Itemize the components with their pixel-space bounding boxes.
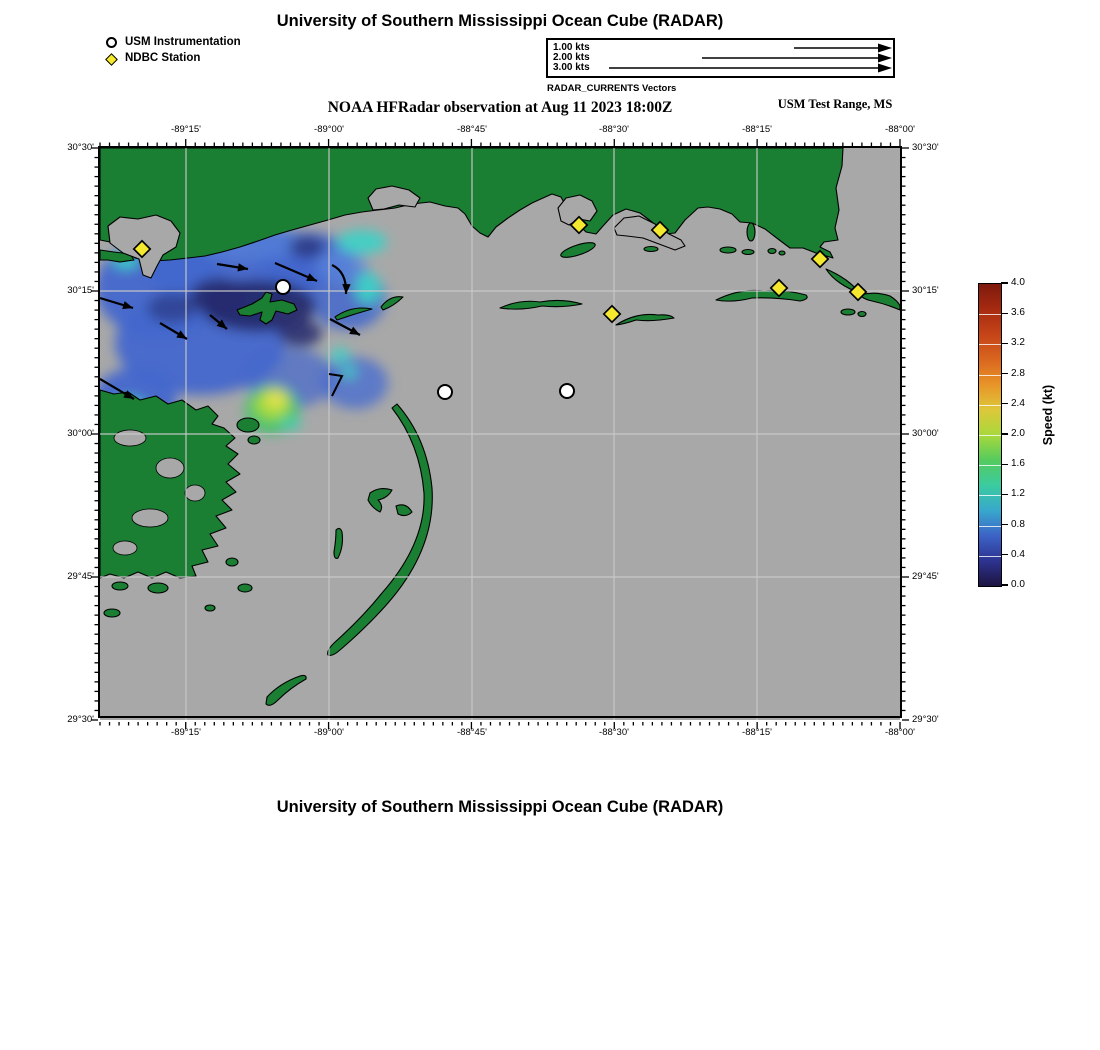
lat-label-right: 29°30' xyxy=(912,714,939,725)
speed-blob xyxy=(280,417,302,431)
colorbar-separator xyxy=(979,526,1001,527)
usm-instrumentation-marker xyxy=(560,384,574,398)
vector-scale-legend xyxy=(546,38,895,78)
footer-title: University of Southern Mississippi Ocean Cube (RADAR) xyxy=(276,798,724,816)
page-title: University of Southern Mississippi Ocean Cube (RADAR) xyxy=(276,12,724,30)
lon-label-bottom: -88°00' xyxy=(885,727,915,738)
legend-usm-label: USM Instrumentation xyxy=(125,36,241,48)
colorbar-separator xyxy=(979,465,1001,466)
speed-blob xyxy=(330,347,350,363)
lon-label-top: -89°00' xyxy=(314,124,344,135)
colorbar-tick-label: 0.0 xyxy=(1011,579,1025,590)
speed-blob xyxy=(341,365,357,379)
lon-label-bottom: -89°15' xyxy=(171,727,201,738)
marsh-islet xyxy=(238,584,252,592)
marsh-islet xyxy=(148,583,168,593)
colorbar-tick xyxy=(1001,433,1008,434)
vector-scale-3kt: 3.00 kts xyxy=(553,62,590,73)
marsh-islet xyxy=(226,558,238,566)
lon-label-bottom: -88°30' xyxy=(599,727,629,738)
colorbar-tick xyxy=(1001,373,1008,374)
islet xyxy=(768,249,776,254)
islet xyxy=(858,312,866,317)
marsh-islet xyxy=(112,582,128,590)
colorbar-tick xyxy=(1001,524,1008,525)
lon-label-bottom: -89°00' xyxy=(314,727,344,738)
lon-label-top: -88°15' xyxy=(742,124,772,135)
colorbar-tick-label: 0.8 xyxy=(1011,518,1025,530)
colorbar-tick xyxy=(1001,343,1008,344)
test-range-label: USM Test Range, MS xyxy=(777,97,893,111)
colorbar-separator xyxy=(979,314,1001,315)
lat-label-left: 29°30' xyxy=(67,714,94,725)
ndbc-station-icon xyxy=(105,53,118,66)
colorbar-separator xyxy=(979,435,1001,436)
islet xyxy=(779,251,785,255)
colorbar-tick-label: 0.4 xyxy=(1011,548,1025,560)
colorbar-tick-label: 3.6 xyxy=(1011,307,1025,319)
vector-scale-1kt: 1.00 kts xyxy=(553,42,590,53)
lon-label-top: -88°30' xyxy=(599,124,629,135)
lat-label-right: 30°00' xyxy=(912,428,939,439)
colorbar-tick xyxy=(1001,554,1008,555)
colorbar xyxy=(978,283,1002,587)
marsh-islet xyxy=(104,609,120,617)
colorbar-separator xyxy=(979,344,1001,345)
colorbar-tick-label: 1.6 xyxy=(1011,458,1025,470)
colorbar-tick xyxy=(1001,282,1008,283)
colorbar-tick xyxy=(1001,313,1008,314)
lat-label-left: 30°15' xyxy=(67,285,94,296)
marsh-islet xyxy=(237,418,259,432)
map-plot-area xyxy=(100,148,900,720)
speed-blob xyxy=(190,278,246,314)
islet xyxy=(742,250,754,255)
lon-label-bottom: -88°45' xyxy=(457,727,487,738)
speed-blob xyxy=(355,272,381,304)
colorbar-tick-label: 1.2 xyxy=(1011,488,1025,500)
usm-instrumentation-marker xyxy=(438,385,452,399)
round-island xyxy=(747,223,755,241)
lat-label-right: 30°15' xyxy=(912,285,939,296)
map-canvas xyxy=(100,148,900,720)
marsh-islet xyxy=(248,436,260,444)
lon-label-top: -88°00' xyxy=(885,124,915,135)
usm-instrumentation-marker xyxy=(276,280,290,294)
vector-legend-caption: RADAR_CURRENTS Vectors xyxy=(547,83,677,94)
colorbar-title: Speed (kt) xyxy=(1041,384,1055,446)
colorbar-separator xyxy=(979,405,1001,406)
lat-label-left: 29°45' xyxy=(67,571,94,582)
vector-scale-2kt: 2.00 kts xyxy=(553,52,590,63)
lon-label-top: -88°45' xyxy=(457,124,487,135)
speed-blob xyxy=(278,319,322,347)
islet xyxy=(720,247,736,253)
speed-blob xyxy=(265,390,287,408)
observation-subtitle: NOAA HFRadar observation at Aug 11 2023 18:00Z xyxy=(327,99,673,116)
vector-scale-arrows xyxy=(548,40,893,76)
lat-label-left: 30°30' xyxy=(67,142,94,153)
colorbar-tick-label: 3.2 xyxy=(1011,337,1025,349)
colorbar-separator xyxy=(979,495,1001,496)
lon-label-bottom: -88°15' xyxy=(742,727,772,738)
speed-blob xyxy=(337,230,387,254)
lon-label-top: -89°15' xyxy=(171,124,201,135)
lat-label-right: 30°30' xyxy=(912,142,939,153)
speed-blob xyxy=(289,236,325,258)
colorbar-tick-label: 2.8 xyxy=(1011,367,1025,379)
colorbar-tick xyxy=(1001,494,1008,495)
colorbar-tick xyxy=(1001,403,1008,404)
speed-blob xyxy=(147,293,197,323)
colorbar-tick-label: 2.4 xyxy=(1011,397,1025,409)
colorbar-tick-label: 2.0 xyxy=(1011,428,1025,439)
legend-ndbc-label: NDBC Station xyxy=(125,52,201,64)
colorbar-tick xyxy=(1001,584,1008,585)
usm-instrumentation-icon xyxy=(106,37,117,48)
islet xyxy=(841,309,855,315)
lat-label-left: 30°00' xyxy=(67,428,94,439)
colorbar-separator xyxy=(979,556,1001,557)
lat-label-right: 29°45' xyxy=(912,571,939,582)
marsh-islet xyxy=(205,605,215,611)
colorbar-tick xyxy=(1001,464,1008,465)
colorbar-tick-label: 4.0 xyxy=(1011,277,1025,288)
deer-island xyxy=(644,247,658,252)
colorbar-separator xyxy=(979,375,1001,376)
